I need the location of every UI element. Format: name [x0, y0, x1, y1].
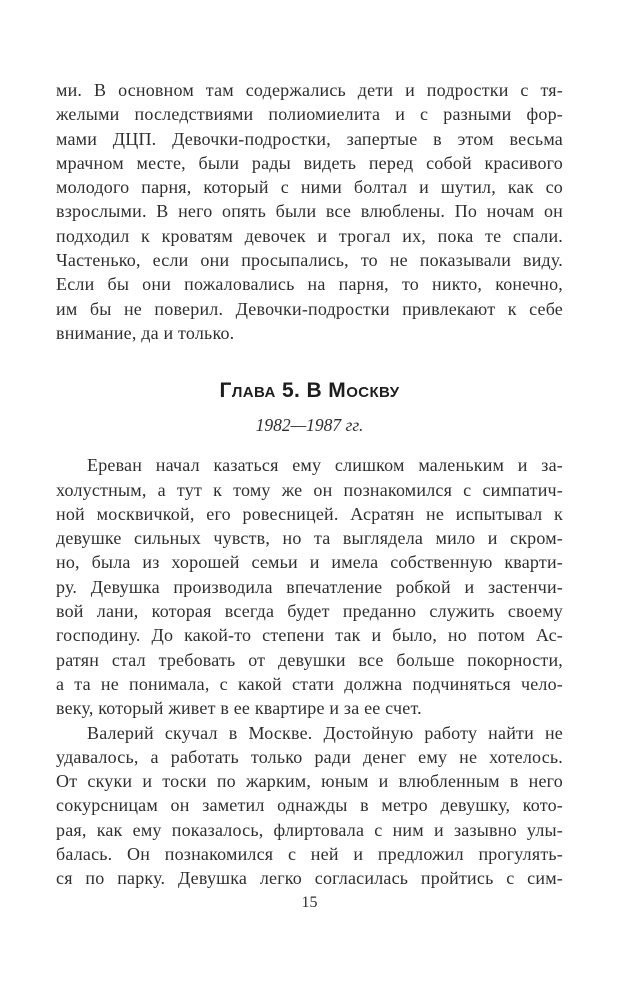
text-line: господину. До какой-то степени так и было, но потом Ас-	[56, 625, 563, 646]
text-line: подходил к кроватям девочек и трогал их, пока те спали.	[56, 225, 563, 246]
text-line: внимание, да и только.	[56, 322, 235, 343]
chapter-heading: Глава 5. В Москву	[219, 379, 400, 403]
text-line: ся по парку. Девушка легко согласилась пройтись с сим-	[56, 868, 563, 889]
text-line: но, была из хорошей семьи и имела собственную кварти-	[56, 552, 563, 573]
text-line: девушке сильных чувств, но та выглядела мило и скром-	[56, 528, 563, 549]
text-line: мами ДЦП. Девочки-подростки, запертые в этом весьма	[56, 128, 563, 149]
body-paragraph	[56, 453, 563, 720]
text-line: ми. В основном там содержались дети и подростки с тя-	[56, 80, 563, 100]
text-line: Ереван начал казаться ему слишком маленьким и за-	[87, 455, 563, 476]
text-line: вой лани, которая всегда будет преданно служить своему	[56, 601, 563, 622]
page-number: 15	[301, 893, 318, 911]
text-line: веку, который живет в ее квартире и за ее счет.	[56, 698, 422, 719]
text-line: ратян стал требовать от девушки все больше покорности,	[56, 649, 563, 670]
text-line: удавалось, а работать только ради денег ему не хотелось.	[56, 746, 563, 767]
text-line: балась. Он познакомился с ней и предложил прогулять-	[56, 844, 563, 865]
text-line: взрослыми. В него опять были все влюблены. По ночам он	[56, 201, 563, 222]
text-line: молодого парня, который с ними болтал и шутил, как со	[56, 177, 563, 198]
text-line: рая, как ему показалось, флиртовала с ним и зазывно улы-	[56, 819, 563, 840]
continuation-paragraph	[56, 78, 563, 345]
text-line: Частенько, если они просыпались, то не показывали виду.	[56, 250, 563, 271]
text-line: а та не понимала, с какой стати должна подчиняться чело-	[56, 673, 563, 694]
text-line: От скуки и тоски по жарким, юным и влюбленным в него	[56, 771, 563, 792]
text-line: им бы не поверил. Девочки-подростки привлекают к себе	[56, 298, 563, 319]
text-line: Если бы они пожаловались на парня, то никто, конечно,	[56, 274, 563, 295]
text-line: холустным, а тут к тому же он познакомился с симпатич-	[56, 479, 563, 500]
text-line: ру. Девушка производила впечатление робкой и застенчи-	[56, 576, 563, 597]
text-line: ной москвичкой, его ровесницей. Асратян не испытывал к	[56, 503, 563, 524]
chapter-date-range: 1982—1987 гг.	[255, 415, 364, 436]
body-paragraph	[56, 721, 563, 891]
text-line: Валерий скучал в Москве. Достойную работу найти не	[87, 722, 563, 743]
text-line: сокурсницам он заметил однажды в метро девушку, кото-	[56, 795, 563, 816]
text-line: желыми последствиями полиомиелита и с разными фор-	[56, 104, 563, 125]
text-line: мрачном месте, были рады видеть перед собой красивого	[56, 152, 563, 173]
